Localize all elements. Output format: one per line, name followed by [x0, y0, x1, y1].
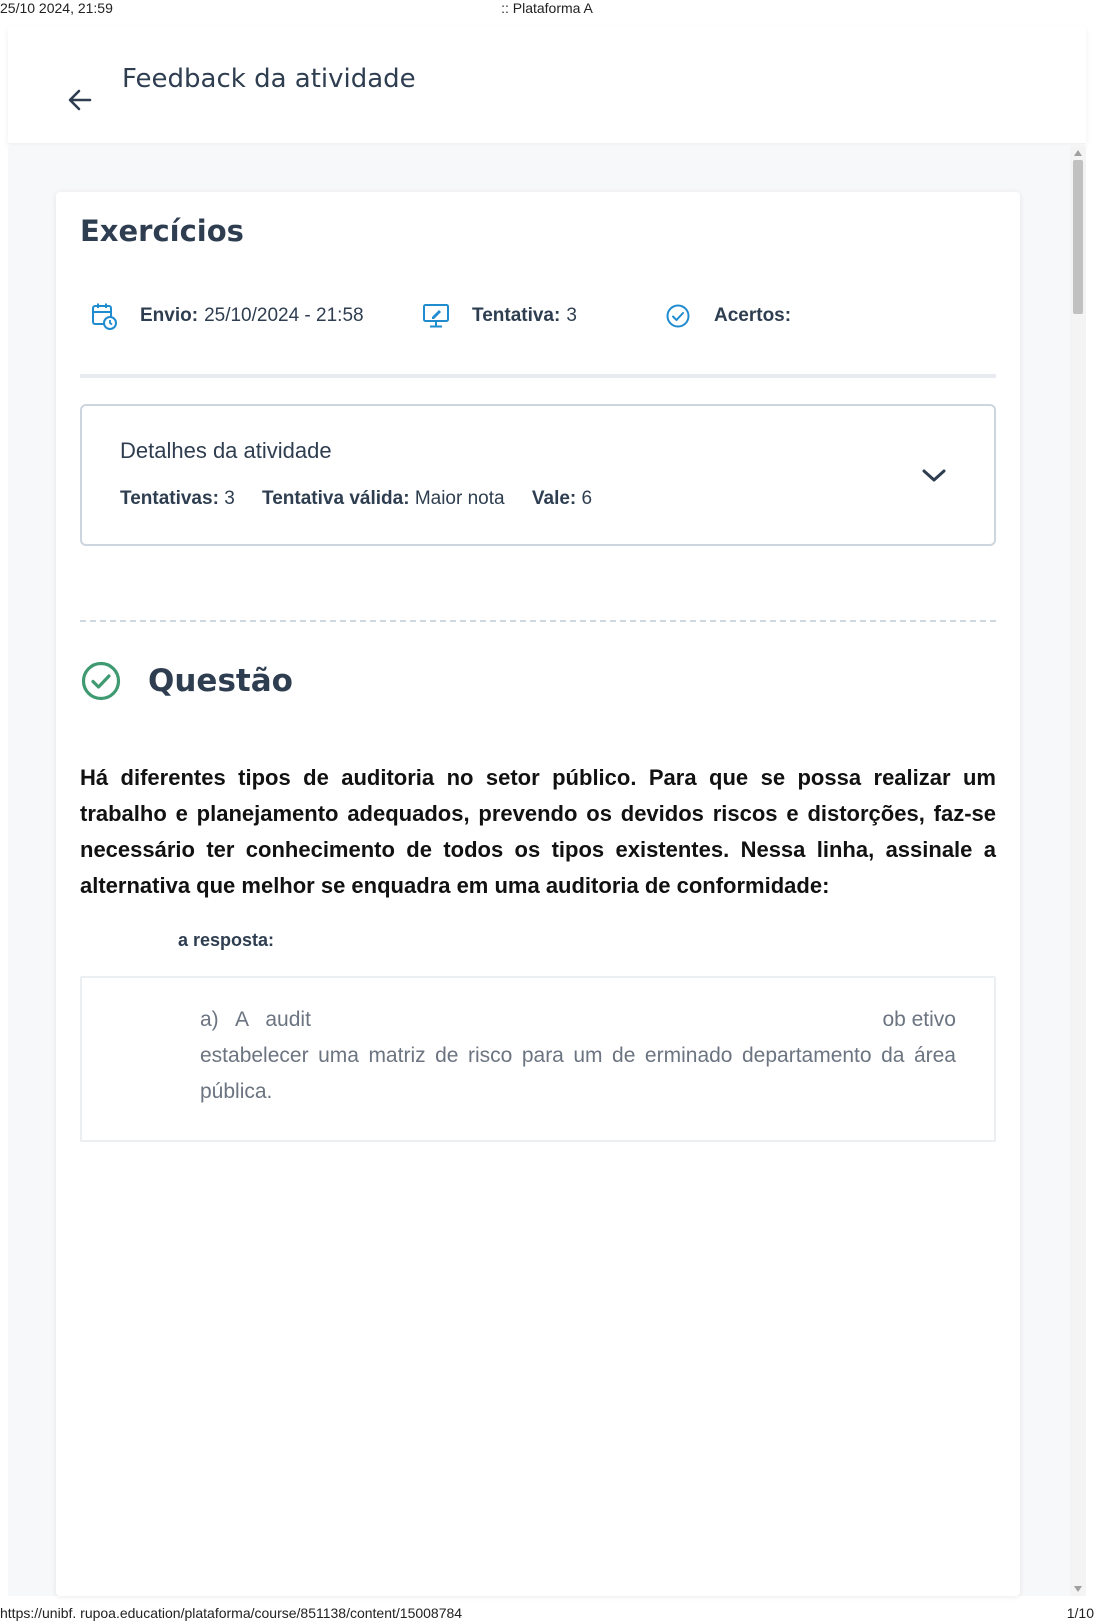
divider	[80, 374, 996, 378]
activity-details-panel[interactable]	[80, 404, 996, 546]
answer-continuation: estabelecer uma matriz de risco para um de erminado departamento da área pública.	[200, 1044, 956, 1103]
tentativa-valida-value: Maior nota	[414, 488, 505, 509]
scroll-down-arrow-icon[interactable]	[1074, 1586, 1082, 1592]
tentativa-label: Tentativa:	[472, 305, 561, 326]
monitor-edit-icon	[422, 302, 450, 330]
answer-line-end: ob etivo	[882, 1008, 956, 1031]
answer-label: a resposta:	[178, 930, 275, 950]
print-datetime: 25/10 2024, 21:59	[0, 0, 113, 16]
envio-label: Envio:	[140, 305, 199, 326]
question-statement: Há diferentes tipos de auditoria no setor público. Para que se possa realizar um trabalho e planejamento adequados, prevendo os devidos riscos e distorções, faz-se necessário ter conhecimento de todos os tipos existentes. Nessa linha, assinale a alternativa que melhor se enquadra em uma auditoria de conformidade:	[80, 765, 996, 898]
vale-value: 6	[581, 488, 593, 509]
tentativas-value: 3	[224, 488, 235, 509]
tentativas-label: Tentativas:	[120, 488, 219, 509]
dashed-divider	[80, 620, 996, 622]
answer-option-a	[80, 976, 996, 1142]
correct-check-circle-icon	[80, 660, 122, 702]
answer-option-text	[200, 1002, 956, 1110]
question-title: Questão	[148, 663, 293, 699]
vertical-scrollbar[interactable]	[1070, 146, 1086, 1596]
activity-card	[56, 192, 1020, 1596]
envio-value: 25/10/2024 - 21:58	[204, 305, 364, 326]
back-button[interactable]	[58, 78, 102, 122]
section-title: Exercícios	[80, 214, 244, 248]
answer-line-start: a) A audit	[200, 1008, 311, 1031]
tentativa-value: 3	[566, 305, 577, 326]
arrow-left-icon	[66, 86, 94, 114]
print-header	[0, 0, 1094, 16]
info-tentativa	[422, 296, 577, 336]
chevron-down-icon	[921, 468, 947, 484]
activity-info-row	[80, 296, 996, 336]
expand-details-button[interactable]	[918, 460, 950, 492]
acertos-label: Acertos:	[714, 305, 792, 326]
info-envio	[90, 296, 364, 336]
print-url: https://unibf. rupoa.education/plataforma/course/851138/content/15008784	[0, 1605, 463, 1621]
details-title: Detalhes da atividade	[120, 438, 332, 463]
check-circle-icon	[664, 302, 692, 330]
vale-label: Vale:	[531, 488, 577, 509]
calendar-clock-icon	[90, 302, 118, 330]
tentativa-valida-label: Tentativa válida:	[262, 488, 410, 509]
app-header	[8, 26, 1086, 144]
scrollbar-thumb[interactable]	[1073, 160, 1083, 314]
page-title: Feedback da atividade	[122, 64, 416, 94]
print-footer	[0, 1603, 1094, 1623]
details-summary	[120, 488, 614, 510]
info-acertos	[664, 296, 797, 336]
print-page-title: :: Plataforma A	[501, 0, 593, 16]
question-header	[80, 656, 293, 706]
scroll-up-arrow-icon[interactable]	[1074, 150, 1082, 156]
print-page-number: 1/10	[1066, 1605, 1094, 1621]
